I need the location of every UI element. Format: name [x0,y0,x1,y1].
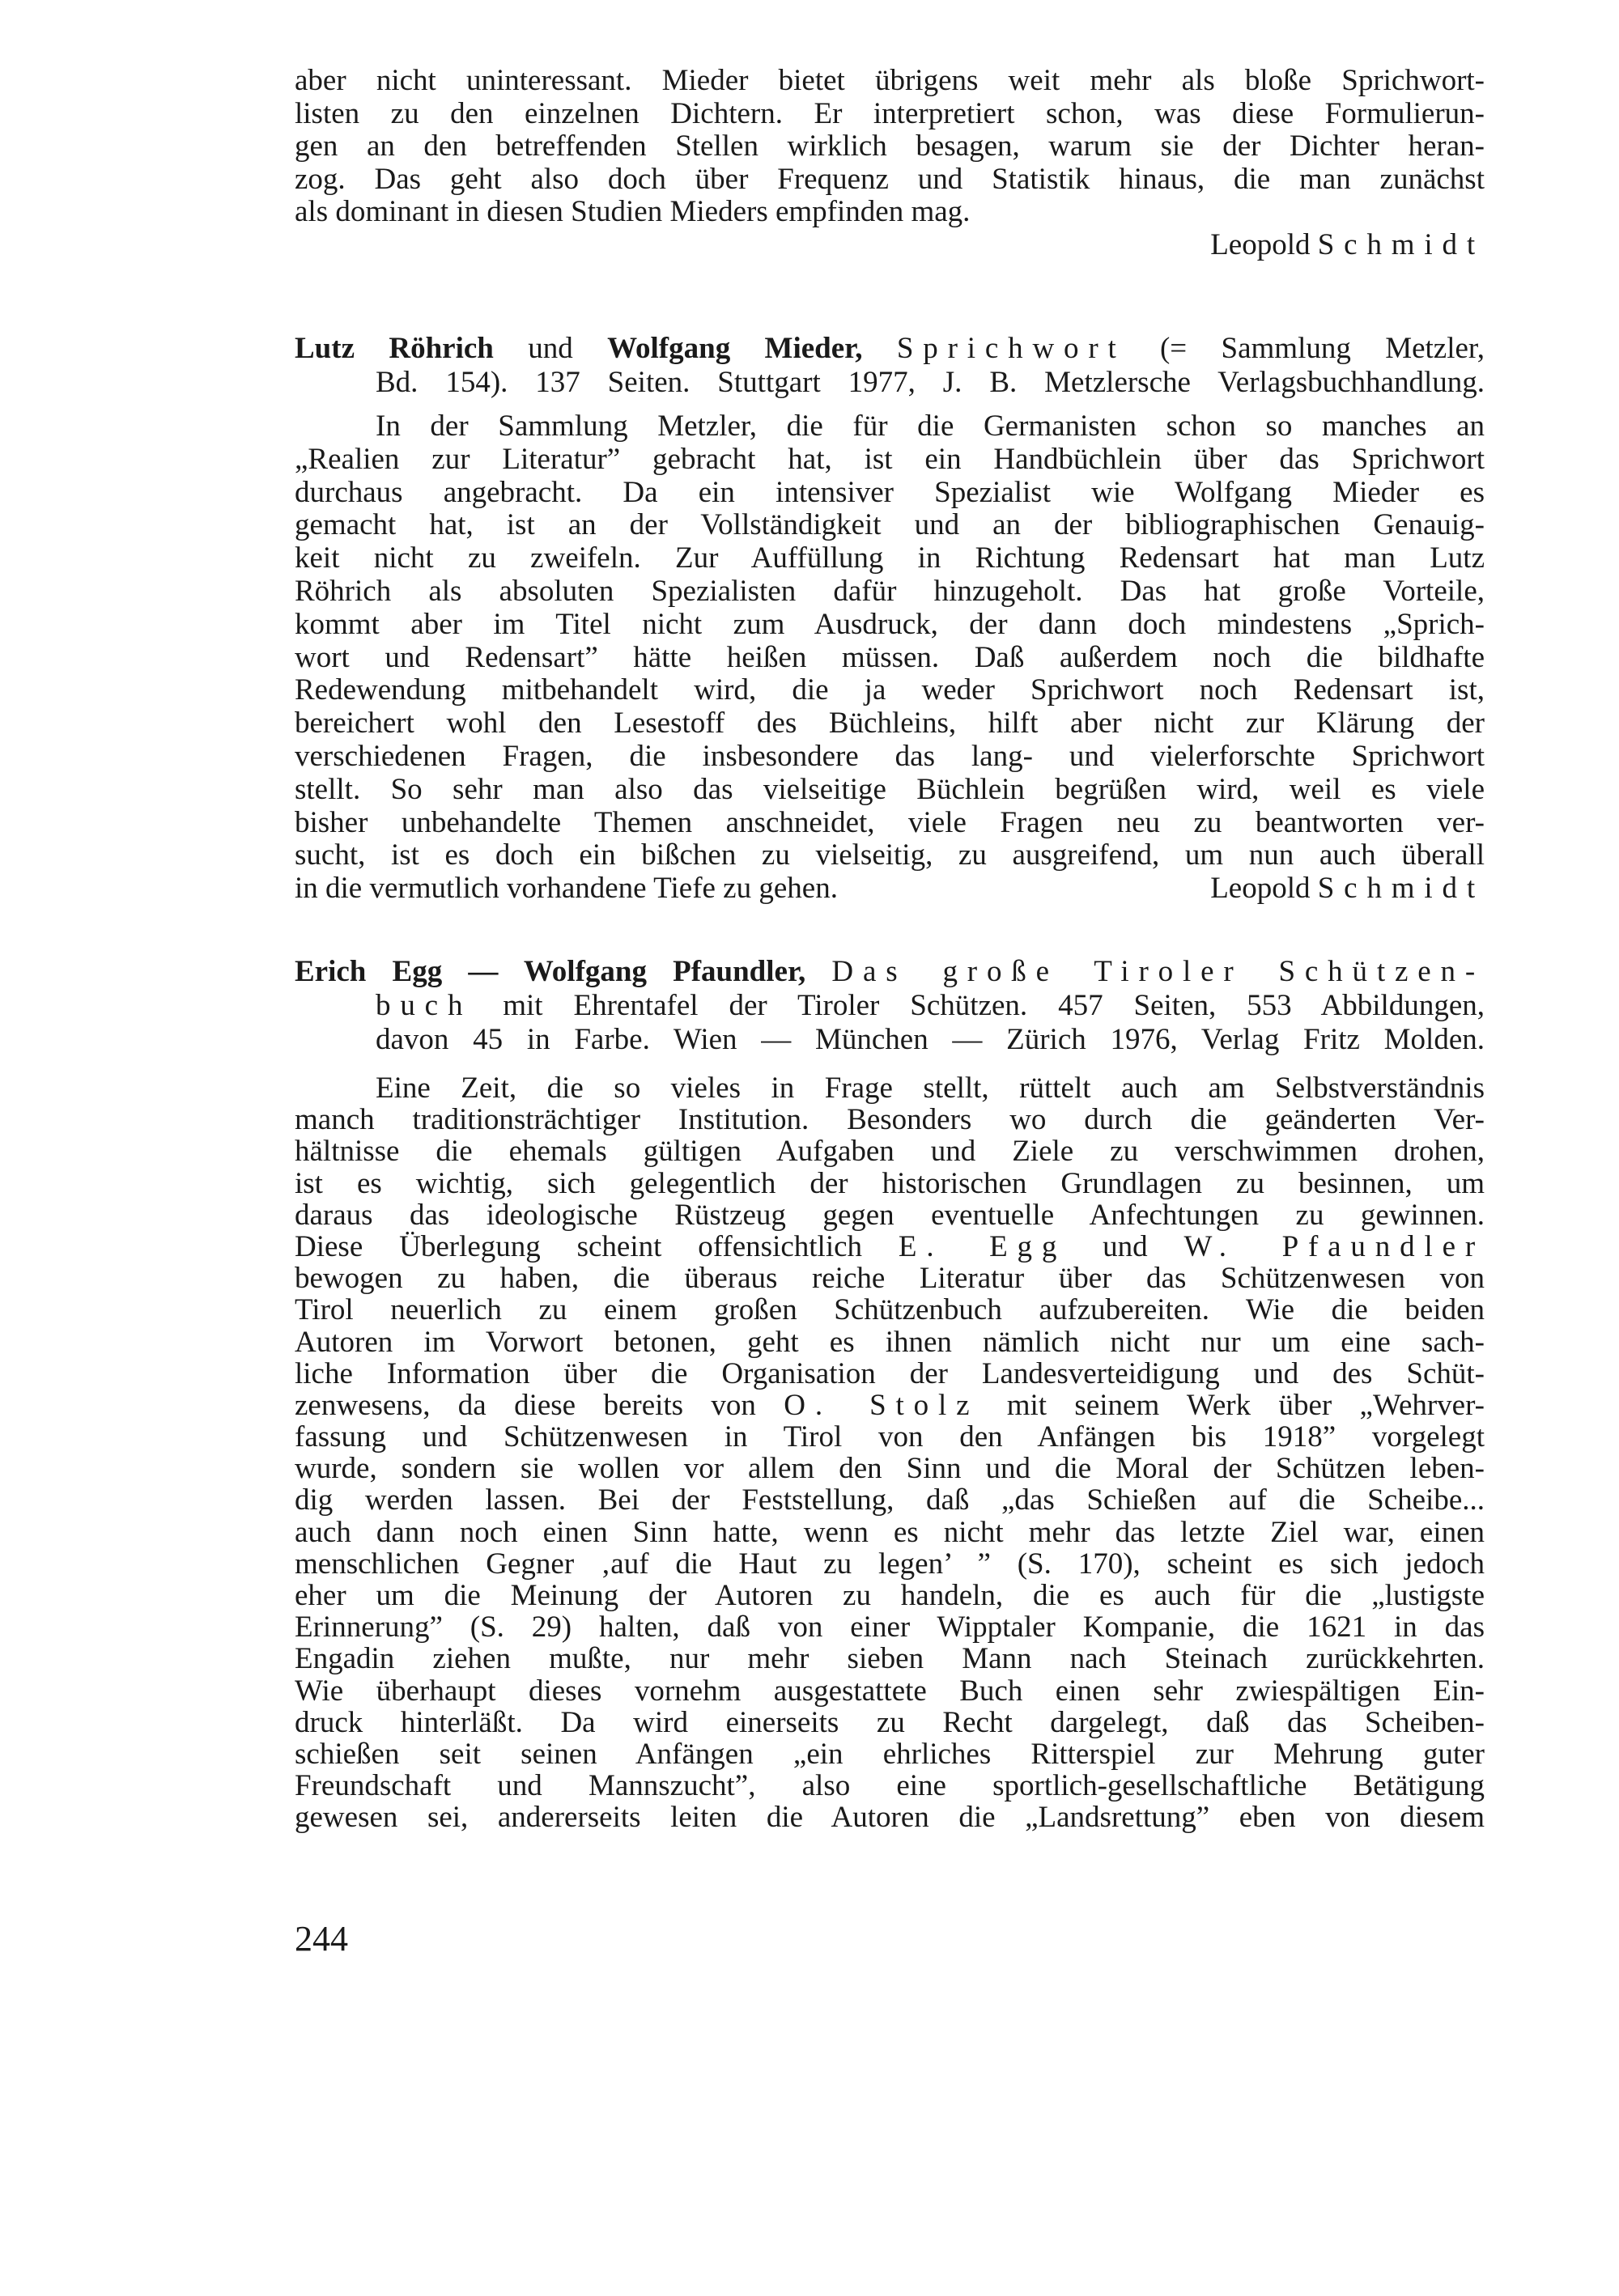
text-segment [862,332,896,365]
text-segment: als dominant in diesen Studien Mieders empfinden mag. [295,195,971,228]
review-1-end [295,65,1485,261]
text-line [295,1643,1485,1674]
text-line [295,196,1485,229]
text-line [295,542,1485,575]
text-line [295,1675,1485,1707]
text-line [295,707,1485,741]
text-line [295,130,1485,163]
text-line [295,1738,1485,1770]
text-segment: daraus das ideologische Rüstzeug gegen eventuelle Anfechtungen zu gewinnen. [295,1198,1485,1232]
text-line [295,774,1485,807]
text-segment [805,955,831,988]
text-segment: In der Sammlung Metzler, die für die Germanisten schon so manches an [376,410,1485,443]
text-line [295,1390,1485,1421]
text-segment: Redewendung mitbehandelt wird, die ja weder Sprichwort noch Redensart ist, [295,673,1485,707]
review-3-heading [295,955,1485,1057]
text-line [295,1168,1485,1199]
text-segment: manch traditionsträchtiger Institution. Besonders wo durch die geänderten Ver- [295,1103,1485,1137]
text-line [295,477,1485,510]
text-line [295,1707,1485,1738]
text-segment: zenwesens, da diese bereits von [295,1388,784,1422]
page-number: 244 [295,1919,348,1959]
text-line [295,1802,1485,1833]
text-segment: durchaus angebracht. Da ein intensiver Spezialist wie Wolfgang Mieder es [295,475,1485,509]
text-segment: mit seinem Werk über „Wehrver- [979,1388,1485,1422]
text-segment: bewogen zu haben, die überaus reiche Literatur über das Schützenwesen von [295,1262,1485,1296]
text-segment: davon 45 in Farbe. Wien — München — Zürich 1976, Verlag Fritz Molden. [376,1023,1485,1056]
text-line [295,1023,1485,1057]
text-line [295,509,1485,542]
text-segment: Engadin ziehen mußte, nur mehr sieben Mann nach Steinach zurückkehrten. [295,1642,1485,1676]
text-segment: listen zu den einzelnen Dichtern. Er interpretiert schon, was diese Formulierun- [295,96,1485,130]
text-segment: menschlichen Gegner ‚auf die Haut zu legen’ ” (S. 170), scheint es sich jedoch [295,1547,1485,1581]
text-segment: mit Ehrentafel der Tiroler Schützen. 457 Seiten, 553 Abbildungen, [472,989,1485,1022]
text-segment: aber nicht uninteressant. Mieder bietet übrigens weit mehr als bloße Sprichwort- [295,64,1485,97]
text-segment: eher um die Meinung der Autoren zu handeln, die es auch für die „lustigste [295,1579,1485,1612]
text-line [295,1517,1485,1548]
text-line [295,1199,1485,1231]
text-line [295,1072,1485,1104]
text-line [295,1548,1485,1580]
text-line [295,872,1485,906]
spaced-text: Sprichwort [896,332,1126,365]
text-segment: bereichert wohl den Lesestoff des Büchleins, hilft aber nicht zur Klärung der [295,707,1485,741]
text-line [295,229,1485,262]
text-segment: Erinnerung” (S. 29) halten, daß von einer Wipptaler Kompanie, die 1621 in das [295,1611,1485,1645]
text-segment: und [493,332,608,365]
text-line [295,410,1485,443]
text-segment: Tirol neuerlich zu einem großen Schützenbuch aufzubereiten. Wie die beiden [295,1293,1485,1327]
review-3-body [295,1072,1485,1834]
text-line [295,989,1485,1023]
text-segment: wort und Redensart” hätte heißen müssen. Daß außerdem noch die bildhafte [295,640,1485,674]
text-line [295,609,1485,642]
review-2-body [295,410,1485,906]
author-name: Erich Egg — Wolfgang Pfaundler, [295,955,806,988]
spaced-text: E. Egg [898,1229,1067,1263]
spaced-text: buch [376,989,473,1022]
text-segment: wurde, sondern sie wollen vor allem den Sinn und die Moral der Schützen leben- [295,1452,1485,1486]
text-segment: „Realien zur Literatur” gebracht hat, ist ein Handbüchlein über das Sprichwort [295,442,1485,476]
spaced-text: W. Pfaundler [1183,1229,1485,1263]
text-line [295,674,1485,707]
text-line [295,163,1485,197]
text-line [295,1580,1485,1611]
text-line [295,65,1485,98]
text-line [295,1358,1485,1390]
text-segment: schießen seit seinen Anfängen „ein ehrliches Ritterspiel zur Mehrung guter [295,1737,1485,1771]
text-line [295,366,1485,400]
text-segment: zog. Das geht also doch über Frequenz und Statistik hinaus, die man zunächst [295,162,1485,196]
text-line [295,1421,1485,1453]
text-segment: gemacht hat, ist an der Vollständigkeit und an der bibliographischen Genauig- [295,508,1485,542]
review-2-heading [295,332,1485,400]
text-line [295,839,1485,872]
text-segment: Diese Überlegung scheint offensichtlich [295,1229,899,1263]
author-name: Wolfgang Mieder, [607,332,863,365]
text-line [295,1611,1485,1643]
text-segment: keit nicht zu zweifeln. Zur Auffüllung in Richtung Redensart hat man Lutz [295,541,1485,575]
text-segment: druck hinterläßt. Da wird einerseits zu Recht dargelegt, daß das Scheiben- [295,1705,1485,1739]
text-segment: Leopold [1210,227,1318,261]
spaced-text: O. Stolz [784,1388,979,1422]
text-segment: liche Information über die Organisation der Landesverteidigung und des Schüt- [295,1356,1485,1390]
text-segment: hältnisse die ehemals gültigen Aufgaben und Ziele zu verschwimmen drohen, [295,1135,1485,1169]
text-segment: gen an den betreffenden Stellen wirklich besagen, warum sie der Dichter heran- [295,129,1485,163]
text-segment: stellt. So sehr man also das vielseitige Büchlein begrüßen wird, weil es viele [295,772,1485,806]
text-segment: (= Sammlung Metzler, [1125,332,1485,365]
text-segment: dig werden lassen. Bei der Feststellung, daß „das Schießen auf die Scheibe... [295,1483,1485,1517]
text-line [295,1263,1485,1294]
text-line [295,1770,1485,1802]
text-line [295,98,1485,131]
text-line [295,1453,1485,1484]
text-line [295,332,1485,366]
text-line [295,955,1485,989]
text-segment: ist es wichtig, sich gelegentlich der historischen Grundlagen zu besinnen, um [295,1166,1485,1200]
text-line [295,1326,1485,1358]
text-line [295,575,1485,609]
spaced-text: Schmidt [1317,227,1485,261]
text-segment: Autoren im Vorwort betonen, geht es ihnen nämlich nicht nur um eine sach- [295,1325,1485,1359]
text-segment: Freundschaft und Mannszucht”, also eine sportlich-gesellschaftliche Betätigung [295,1769,1485,1803]
text-line [295,1231,1485,1263]
spaced-text: Das große Tiroler Schützen- [831,955,1485,988]
text-segment: Bd. 154). 137 Seiten. Stuttgart 1977, J. B. Metzlersche Verlagsbuchhandlung. [376,366,1485,399]
text-segment: sucht, ist es doch ein bißchen zu vielseitig, zu ausgreifend, um nun auch überall [295,838,1485,872]
text-segment: fassung und Schützenwesen in Tirol von den Anfängen bis 1918” vorgelegt [295,1420,1485,1454]
text-segment: in die vermutlich vorhandene Tiefe zu gehen. [295,872,838,906]
text-segment: auch dann noch einen Sinn hatte, wenn es nicht mehr das letzte Ziel war, einen [295,1515,1485,1549]
text-line [295,1135,1485,1167]
text-line [295,443,1485,477]
text-segment: kommt aber im Titel nicht zum Ausdruck, der dann doch mindestens „Sprich- [295,607,1485,641]
text-segment: verschiedenen Fragen, die insbesondere das lang- und vielerforschte Sprichwort [295,739,1485,773]
text-line [295,807,1485,840]
text-segment: gewesen sei, andererseits leiten die Autoren die „Landsrettung” eben von diesem [295,1801,1485,1835]
text-segment: Röhrich als absoluten Spezialisten dafür hinzugeholt. Das hat große Vorteile, [295,574,1485,608]
text-segment: Eine Zeit, die so vieles in Frage stellt, rüttelt auch am Selbstverständnis [376,1072,1485,1105]
author-name: Lutz Röhrich [295,332,494,365]
text-line [295,1294,1485,1326]
text-line [295,642,1485,675]
signature: Leopold Schmidt [1210,872,1485,906]
text-line [295,741,1485,774]
text-segment: Wie überhaupt dieses vornehm ausgestattete Buch einen sehr zwiespältigen Ein- [295,1674,1485,1708]
text-line [295,1104,1485,1135]
text-segment: und [1066,1229,1184,1263]
text-line [295,1484,1485,1516]
text-segment: bisher unbehandelte Themen anschneidet, viele Fragen neu zu beantworten ver- [295,805,1485,839]
